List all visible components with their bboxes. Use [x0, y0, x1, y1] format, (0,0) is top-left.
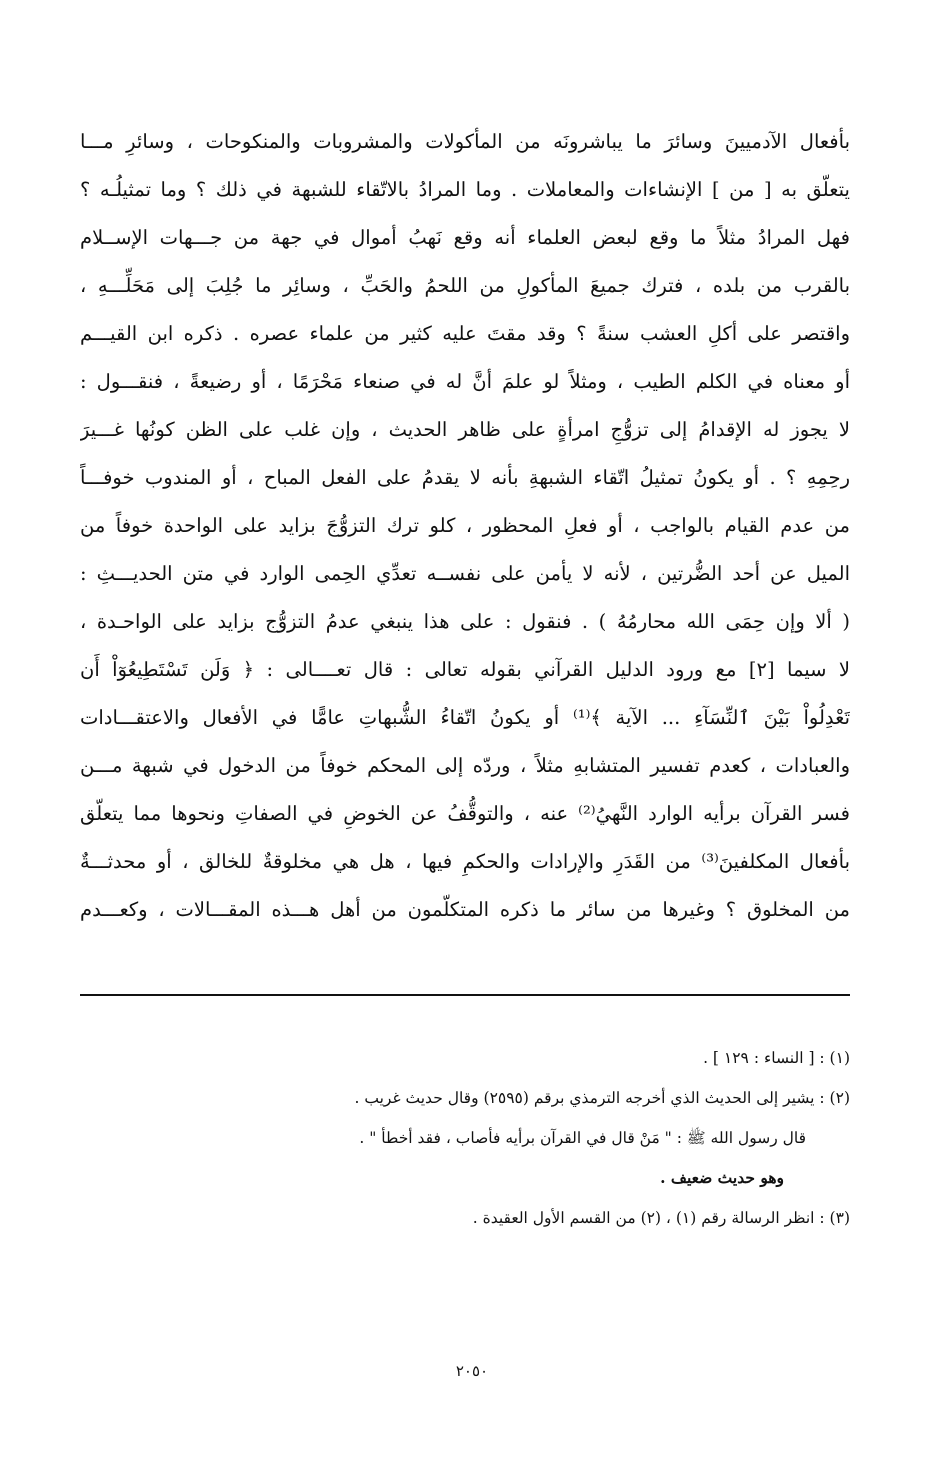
- text-line: لا يجوز له الإقدامُ إلى تزوُّجِ امرأةٍ على ظاهر الحديث ، وإن غلب على الظن كونُها غـــيرَ: [80, 418, 850, 441]
- text-line: بأفعال الآدميينَ وسائرَ ما يباشرونَه من المأكولات والمشروبات والمنكوحات ، وسائرِ مـــا: [80, 130, 850, 153]
- text-line: أو معناه في الكلم الطيب ، ومثلاً لو علمَ أنَّ له في صنعاء مَحْرَمًا ، أو رضيعةً ، فنقـــول :: [80, 370, 850, 393]
- main-text-block: [80, 118, 850, 934]
- footnotes-block: [80, 1038, 850, 1238]
- footnote-2-grade: وهو حديث ضعيف .: [660, 1168, 784, 1187]
- text-line: يتعلّق به [ من ] الإنشاءات والمعاملات . وما المرادُ بالاتّقاء للشبهة في ذلك ؟ وما تمثيلُـه ؟: [80, 178, 850, 201]
- text-line: تَعْدِلُواْ بَيْنَ ٱلنِّسَآءِ ... الآية ﴾⁽¹⁾ أو يكونُ اتّقاءُ الشُّبهاتِ عامًّا في الأفعال والاعتقـــادات: [80, 706, 850, 729]
- footnote-2-quote: قال رسول الله ﷺ : " مَنْ قال في القرآن برأيه فأصاب ، فقد أخطأ " .: [359, 1129, 806, 1147]
- text-line: فهل المرادُ مثلاً ما وقع لبعض العلماء أنه وقع نَهبُ أموال في جهة من جـــهات الإســلام: [80, 226, 850, 249]
- text-line: واقتصر على أكلِ العشب سنةً ؟ وقد مقتَ عليه كثير من علماء عصره . ذكره ابن القيـــم: [80, 322, 850, 345]
- text-line: من عدم القيام بالواجب ، أو فعلِ المحظور ، كلو ترك التزوُّجَ بزايد على الواحدة خوفاً من: [80, 514, 850, 537]
- footnote-3: (٣) : انظر الرسالة رقم (١) ، (٢) من القسم الأول العقيدة .: [472, 1209, 850, 1227]
- text-line: فسر القرآن برأيه الوارد النَّهيُ⁽²⁾ عنه ، والتوقُّفُ عن الخوضِ في الصفاتِ ونحوها مما يتعلّق: [80, 802, 850, 825]
- page-number: ٢٠٥٠: [455, 1362, 489, 1380]
- text-line: بالقرب من بلده ، فترك جميعَ المأكولِ من اللحمُ والحَبِّ ، وسائِر ما جُلِبَ إلى مَحَلِّـــهِ ،: [80, 274, 850, 297]
- text-line: الميل عن أحد الضُّرتين ، لأنه لا يأمن على نفســه تعدِّي الحِمى الوارد في متن الحديـــثِ :: [80, 562, 850, 585]
- text-line: لا سيما [٢] مع ورود الدليل القرآني بقوله تعالى : قال تعــــالى : ﴿ وَلَن تَسْتَطِيعُوٓاْ أَن: [80, 658, 850, 681]
- footnote-1: (١) : [ النساء : ١٢٩ ] .: [703, 1049, 850, 1067]
- text-line: رحِمِهِ ؟ . أو يكونُ تمثيلُ اتّقاء الشبهةِ بأنه لا يقدمُ على الفعل المباح ، أو المندوب خوفـــاً: [80, 466, 850, 489]
- footnote-2: (٢) : يشير إلى الحديث الذي أخرجه الترمذي برقم (٢٥٩٥) وقال حديث غريب .: [354, 1089, 850, 1107]
- text-line: من المخلوق ؟ وغيرها من سائر ما ذكره المتكلّمون من أهل هـــذه المقـــالات ، وكعـــدم: [80, 898, 850, 921]
- text-line: بأفعال المكلفينَ⁽³⁾ من القَدَرِ والإرادات والحكمِ فيها ، هل هي مخلوقةٌ للخالق ، أو محدثـــةٌ: [80, 850, 850, 873]
- text-line: ( ألا وإن حِمَى الله محارمُهُ ) . فنقول : على هذا ينبغي عدمُ التزوُّج بزايد على الواحـدة ،: [80, 610, 850, 633]
- footnote-divider: [80, 994, 850, 996]
- text-line: والعبادات ، كعدم تفسير المتشابهِ مثلاً ، وردّه إلى المحكم خوفاً من الدخول في شبهة مـــن: [80, 754, 850, 777]
